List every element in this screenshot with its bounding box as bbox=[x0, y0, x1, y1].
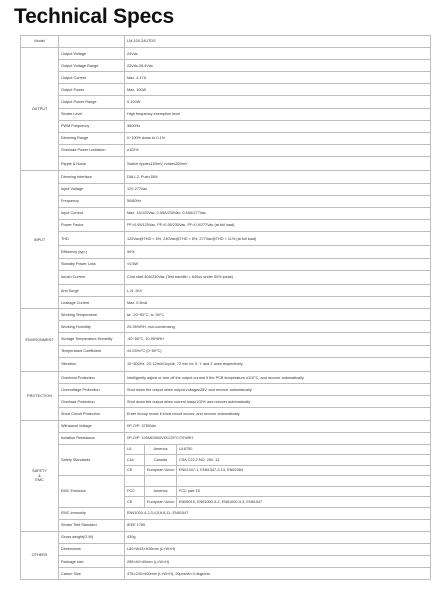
standard-value: EN55015, EN61000-3-2, EN61000-3-3, EN61547 bbox=[177, 497, 431, 508]
spec-parameter: Standby Power Loss bbox=[59, 258, 125, 270]
spec-row bbox=[21, 96, 431, 108]
spec-parameter: Anti Surge bbox=[59, 285, 125, 297]
spec-parameter: Output Voltage bbox=[59, 48, 125, 60]
spec-value: 24Vdc bbox=[125, 48, 431, 60]
spec-row bbox=[21, 270, 431, 285]
spec-value: 50/60Hz bbox=[125, 195, 431, 207]
spec-row bbox=[21, 420, 431, 432]
spec-row bbox=[21, 207, 431, 219]
standard-region: Canada bbox=[145, 455, 177, 466]
spec-value: DALI-2, Push DIM bbox=[125, 171, 431, 183]
spec-parameter: Short Circuit Protection bbox=[59, 408, 125, 420]
spec-row bbox=[21, 321, 431, 333]
spec-value: <0.5W bbox=[125, 258, 431, 270]
spec-row bbox=[21, 231, 431, 246]
spec-parameter: EMC Emission bbox=[59, 476, 125, 508]
spec-row bbox=[21, 258, 431, 270]
spec-value: ≥102% bbox=[125, 144, 431, 156]
spec-value: Switch ripple≤150mV, noise≤300mV bbox=[125, 156, 431, 171]
spec-value: I/P-O/P: 100MΩ/500VDC/25°C/70%RH bbox=[125, 432, 431, 444]
spec-parameter: Output Voltage Range bbox=[59, 60, 125, 72]
spec-row bbox=[21, 345, 431, 357]
spec-row bbox=[21, 531, 431, 543]
standard-value: FCC part 15 bbox=[177, 486, 431, 497]
spec-parameter: Overheat Protection bbox=[59, 372, 125, 384]
spec-value: 430g bbox=[125, 531, 431, 543]
spec-value: 22Vdc-26.4Vdc bbox=[125, 60, 431, 72]
spec-parameter: Dimensions bbox=[59, 544, 125, 556]
spec-value: ±0.03%/°C (0~50°C) bbox=[125, 345, 431, 357]
spec-value: LM-100-24UTDS bbox=[125, 36, 431, 48]
spec-value: IEEE 1789 bbox=[125, 519, 431, 531]
spec-value: Intelligently adjust or turn off the output current if the PCB temperature ≥110°C, and recover automatically bbox=[125, 372, 431, 384]
spec-row bbox=[21, 60, 431, 72]
spec-row bbox=[21, 396, 431, 408]
spec-row bbox=[21, 171, 431, 183]
spec-parameter: PWM Frequency bbox=[59, 120, 125, 132]
standard-code: CE bbox=[125, 465, 145, 476]
specs-table bbox=[20, 35, 431, 580]
spec-parameter: Output Power Range bbox=[59, 96, 125, 108]
spec-category: INPUT bbox=[21, 171, 59, 309]
spec-parameter: Package size bbox=[59, 556, 125, 568]
spec-row bbox=[21, 309, 431, 321]
spec-parameter: Ripple & Noise bbox=[59, 156, 125, 171]
spec-parameter: Strobe Test Standard bbox=[59, 519, 125, 531]
standard-region: America bbox=[145, 444, 177, 455]
spec-value: PF>0.95/120Vac, PF>0.95/230Vac, PF>0.9/277Vac (at full load) bbox=[125, 219, 431, 231]
spec-parameter: Temperature Coefficient bbox=[59, 345, 125, 357]
spec-value: 120Vac@THD < 5%, 230Vac@THD < 8%, 277Vac@THD < 11% (at full load) bbox=[125, 231, 431, 246]
standard-region: America bbox=[145, 486, 177, 497]
spec-value: Shut down the output when current load≥102% and recover automatically bbox=[125, 396, 431, 408]
spec-parameter: Efficiency (typ.) bbox=[59, 246, 125, 258]
spec-parameter: Power Factor bbox=[59, 219, 125, 231]
standard-value: CSA C22.2 NO. 250. 13 bbox=[177, 455, 431, 466]
spec-row bbox=[21, 507, 431, 519]
spec-parameter: Storage Temperature,Humidity bbox=[59, 333, 125, 345]
spec-parameter: EMC Immunity bbox=[59, 507, 125, 519]
spec-row bbox=[21, 357, 431, 372]
spec-row bbox=[21, 297, 431, 309]
spec-row bbox=[21, 246, 431, 258]
spec-parameter: Input Voltage bbox=[59, 183, 125, 195]
spec-parameter bbox=[59, 36, 125, 48]
standard-value bbox=[177, 476, 431, 487]
spec-value: 10~500Hz, 2G 12min/1cycle, 72 min for X, Y and Z axes respectively bbox=[125, 357, 431, 372]
spec-value: 20-95%RH, non-condensing bbox=[125, 321, 431, 333]
spec-value: 120-277Vac bbox=[125, 183, 431, 195]
standard-value: UL8750 bbox=[177, 444, 431, 455]
spec-row bbox=[21, 132, 431, 144]
spec-value: ta: -20~50°C, tc: 90°C bbox=[125, 309, 431, 321]
spec-value: Max. 1A/120Vac, 0.55A/230Vac, 0.45A/277Vac bbox=[125, 207, 431, 219]
spec-row bbox=[21, 408, 431, 420]
spec-parameter: THD bbox=[59, 231, 125, 246]
spec-parameter: Output Power bbox=[59, 84, 125, 96]
spec-value: L-N: 2KV bbox=[125, 285, 431, 297]
spec-parameter: Input Current bbox=[59, 207, 125, 219]
spec-parameter: Working Humidity bbox=[59, 321, 125, 333]
standard-code: FCC bbox=[125, 486, 145, 497]
spec-value: EN61000-4-2,3,4,5,6,8,11; EN61547 bbox=[125, 507, 431, 519]
standard-code: CE bbox=[125, 497, 145, 508]
spec-parameter: Working Temperature bbox=[59, 309, 125, 321]
spec-category: OTHERS bbox=[21, 531, 59, 579]
spec-value: 0-100W bbox=[125, 96, 431, 108]
spec-row bbox=[21, 84, 431, 96]
spec-value: Cold start 40A/230Vac (Test bandith = 640us under 50% ipeak) bbox=[125, 270, 431, 285]
spec-row bbox=[21, 120, 431, 132]
spec-row bbox=[21, 36, 431, 48]
spec-category: OUTPUT bbox=[21, 48, 59, 171]
spec-row bbox=[21, 544, 431, 556]
spec-value: Max. 4.17A bbox=[125, 72, 431, 84]
spec-value: 285×40×40mm (L×W×H) bbox=[125, 556, 431, 568]
standard-region: European Union bbox=[145, 465, 177, 476]
spec-row bbox=[21, 476, 431, 487]
spec-row bbox=[21, 519, 431, 531]
spec-category: Model bbox=[21, 36, 59, 48]
spec-row bbox=[21, 144, 431, 156]
spec-value: 375×240×400mm (L×W×H), 20pcs/ctn 9.4kgs/ctn bbox=[125, 568, 431, 580]
standard-value: EN61347-1, EN61347-2-13, EN62384 bbox=[177, 465, 431, 476]
spec-row bbox=[21, 108, 431, 120]
standard-code: CUL bbox=[125, 455, 145, 466]
spec-parameter: Overvoltage Protection bbox=[59, 384, 125, 396]
spec-parameter: Isolation Resistance bbox=[59, 432, 125, 444]
spec-value: -40~80°C, 10-95%RH bbox=[125, 333, 431, 345]
spec-parameter: Carton Size bbox=[59, 568, 125, 580]
spec-row bbox=[21, 432, 431, 444]
spec-row bbox=[21, 372, 431, 384]
spec-row bbox=[21, 156, 431, 171]
spec-row bbox=[21, 384, 431, 396]
spec-row bbox=[21, 333, 431, 345]
spec-value: 90% bbox=[125, 246, 431, 258]
spec-row bbox=[21, 183, 431, 195]
spec-row bbox=[21, 219, 431, 231]
spec-value: 0~100% down to 0.1% bbox=[125, 132, 431, 144]
spec-value: I/P-O/P: 3750Vac bbox=[125, 420, 431, 432]
spec-parameter: Frequency bbox=[59, 195, 125, 207]
spec-category: ENVIRONMENT bbox=[21, 309, 59, 372]
spec-parameter: Dimming Range bbox=[59, 132, 125, 144]
spec-parameter: Inrush Current bbox=[59, 270, 125, 285]
spec-parameter: Leakage Current bbox=[59, 297, 125, 309]
spec-parameter: Overload Power Limitation bbox=[59, 144, 125, 156]
spec-row bbox=[21, 195, 431, 207]
standard-code bbox=[125, 476, 145, 487]
spec-category: SAFETY & EMC bbox=[21, 420, 59, 531]
spec-value: L80×W43×H26mm (L×W×H) bbox=[125, 544, 431, 556]
spec-parameter: Safety Standards bbox=[59, 444, 125, 476]
spec-row bbox=[21, 48, 431, 60]
standard-region: European Union bbox=[145, 497, 177, 508]
standard-code: UL bbox=[125, 444, 145, 455]
spec-parameter: Vibration bbox=[59, 357, 125, 372]
spec-value: Max. 100W bbox=[125, 84, 431, 96]
spec-parameter: Output Current bbox=[59, 72, 125, 84]
spec-value: High frequency exemption level bbox=[125, 108, 431, 120]
page-title: Technical Specs bbox=[14, 5, 175, 28]
spec-category: PROTECTION bbox=[21, 372, 59, 420]
standard-region bbox=[145, 476, 177, 487]
spec-parameter: Overload Protection bbox=[59, 396, 125, 408]
spec-row bbox=[21, 556, 431, 568]
spec-parameter: Strobe Level bbox=[59, 108, 125, 120]
spec-row bbox=[21, 72, 431, 84]
spec-row bbox=[21, 568, 431, 580]
spec-row bbox=[21, 444, 431, 455]
spec-value: 3600Hz bbox=[125, 120, 431, 132]
spec-value: Enter hiccup mode if short circuit occurs, and recover automatically bbox=[125, 408, 431, 420]
spec-value: Shut down the output when output voltage≥28V, and recover automatically bbox=[125, 384, 431, 396]
spec-parameter: Dimming Interface bbox=[59, 171, 125, 183]
spec-value: Max. 0.5mA bbox=[125, 297, 431, 309]
spec-parameter: Withstand Voltage bbox=[59, 420, 125, 432]
spec-row bbox=[21, 285, 431, 297]
spec-parameter: Gross weight(G.W) bbox=[59, 531, 125, 543]
